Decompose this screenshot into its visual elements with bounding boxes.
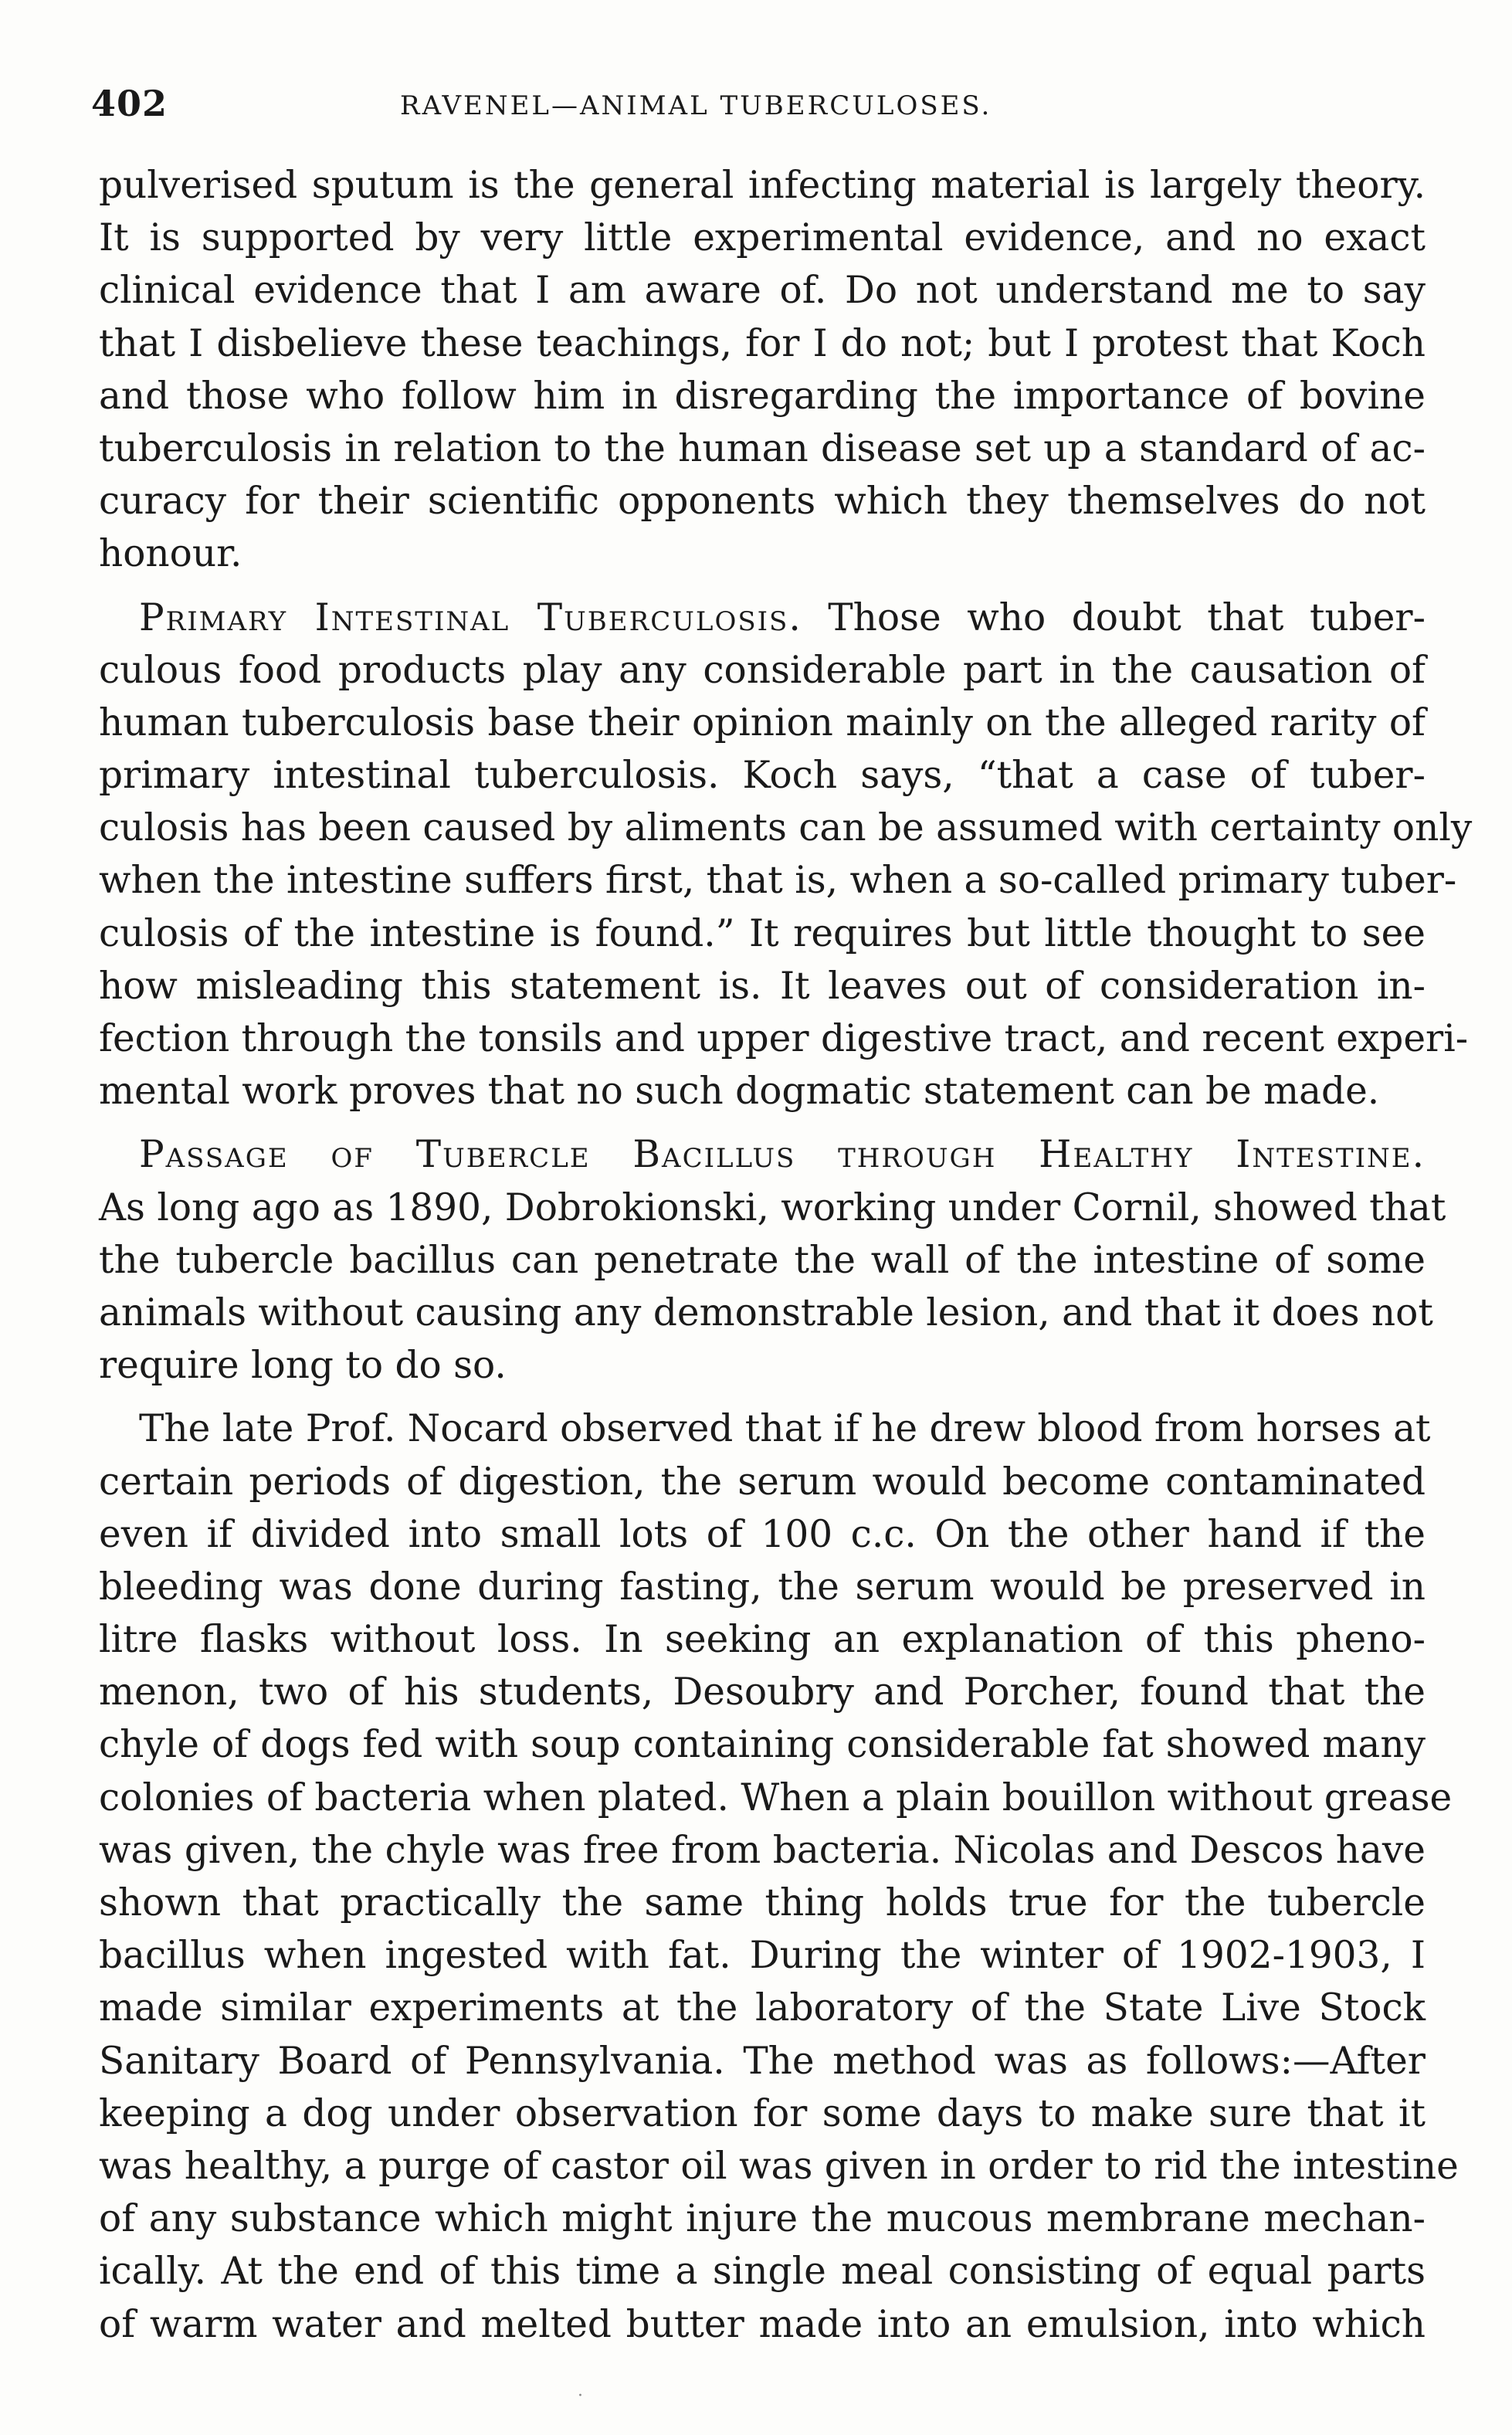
- text-line: shown that practically the same thing holds true for the tubercle: [99, 1881, 1426, 1925]
- text-line: It is supported by very little experimental evidence, and no exact: [99, 216, 1426, 260]
- text-line: of warm water and melted butter made into an emulsion, into which: [99, 2302, 1426, 2346]
- text-line: keeping a dog under observation for some days to make sure that it: [99, 2091, 1426, 2135]
- text-line: the tubercle bacillus can penetrate the wall of the intestine of some: [99, 1238, 1426, 1282]
- text-line: menon, two of his students, Desoubry and Porcher, found that the: [99, 1670, 1426, 1714]
- page-number: 402: [91, 83, 168, 124]
- text-line: human tuberculosis base their opinion mainly on the alleged rarity of: [99, 700, 1426, 744]
- paragraph-gap: [99, 1117, 1426, 1128]
- text-line: [99, 592, 1426, 644]
- text-line: fection through the tonsils and upper digestive tract, and recent experi-: [99, 1017, 1469, 1060]
- text-line: made similar experiments at the laboratory of the State Live Stock: [99, 1986, 1426, 2030]
- section-heading: Passage of Tubercle Bacillus through Healthy Intestine.: [139, 1133, 1426, 1177]
- running-head: RAVENEL—ANIMAL TUBERCULOSES.: [400, 90, 992, 121]
- body-text: [99, 159, 1473, 2351]
- paragraph-gap: [99, 581, 1426, 592]
- text-line: pulverised sputum is the general infecting material is largely theory.: [99, 164, 1426, 207]
- text-line: clinical evidence that I am aware of. Do not understand me to say: [99, 269, 1426, 313]
- page-header: [91, 80, 1427, 127]
- text-line: tuberculosis in relation to the human disease set up a standard of ac-: [99, 426, 1426, 470]
- text-line: bleeding was done during fasting, the serum would be preserved in: [99, 1565, 1426, 1609]
- text-line: honour.: [99, 532, 242, 576]
- text-line: ically. At the end of this time a single meal consisting of equal parts: [99, 2250, 1426, 2294]
- text-line: even if divided into small lots of 100 c.c. On the other hand if the: [99, 1512, 1426, 1556]
- text-line: require long to do so.: [99, 1344, 507, 1388]
- section-heading: Primary Intestinal Tuberculosis.: [139, 595, 802, 639]
- text-line: culosis of the intestine is found.” It requires but little thought to see: [99, 911, 1426, 955]
- text-line: The late Prof. Nocard observed that if he drew blood from horses at: [139, 1407, 1431, 1451]
- text-line: Sanitary Board of Pennsylvania. The method was as follows:—After: [99, 2039, 1426, 2083]
- text-line: primary intestinal tuberculosis. Koch says, “that a case of tuber-: [99, 754, 1426, 798]
- text-line: how misleading this statement is. It leaves out of consideration in-: [99, 964, 1426, 1008]
- text-line: litre flasks without loss. In seeking an explanation of this pheno-: [99, 1618, 1426, 1662]
- text-line: that I disbelieve these teachings, for I do not; but I protest that Koch: [99, 321, 1426, 365]
- text-line: when the intestine suffers first, that is, when a so-called primary tuber-: [99, 859, 1457, 903]
- text-line: of any substance which might injure the mucous membrane mechan-: [99, 2197, 1426, 2241]
- text-line: was given, the chyle was free from bacteria. Nicolas and Descos have: [99, 1828, 1426, 1872]
- line-text: Those who doubt that tuber-: [802, 595, 1426, 639]
- page-mark: ·: [578, 2386, 583, 2406]
- text-line: bacillus when ingested with fat. During the winter of 1902-1903, I: [99, 1934, 1426, 1978]
- text-line: and those who follow him in disregarding the importance of bovine: [99, 374, 1426, 418]
- text-line: colonies of bacteria when plated. When a plain bouillon without grease: [99, 1775, 1453, 1819]
- text-line: mental work proves that no such dogmatic statement can be made.: [99, 1070, 1380, 1114]
- text-line: [99, 1128, 1426, 1181]
- text-line: As long ago as 1890, Dobrokionski, working under Cornil, showed that: [99, 1185, 1446, 1229]
- paragraph-gap: [99, 1392, 1426, 1402]
- text-line: curacy for their scientific opponents which they themselves do not: [99, 480, 1426, 524]
- text-line: certain periods of digestion, the serum would become contaminated: [99, 1460, 1426, 1504]
- text-line: culosis has been caused by aliments can be assumed with certainty only: [99, 806, 1473, 850]
- text-line: culous food products play any considerable part in the causation of: [99, 648, 1426, 692]
- text-line: animals without causing any demonstrable lesion, and that it does not: [99, 1290, 1433, 1335]
- text-line: was healthy, a purge of castor oil was given in order to rid the intestine: [99, 2144, 1459, 2188]
- text-line: chyle of dogs fed with soup containing considerable fat showed many: [99, 1723, 1426, 1767]
